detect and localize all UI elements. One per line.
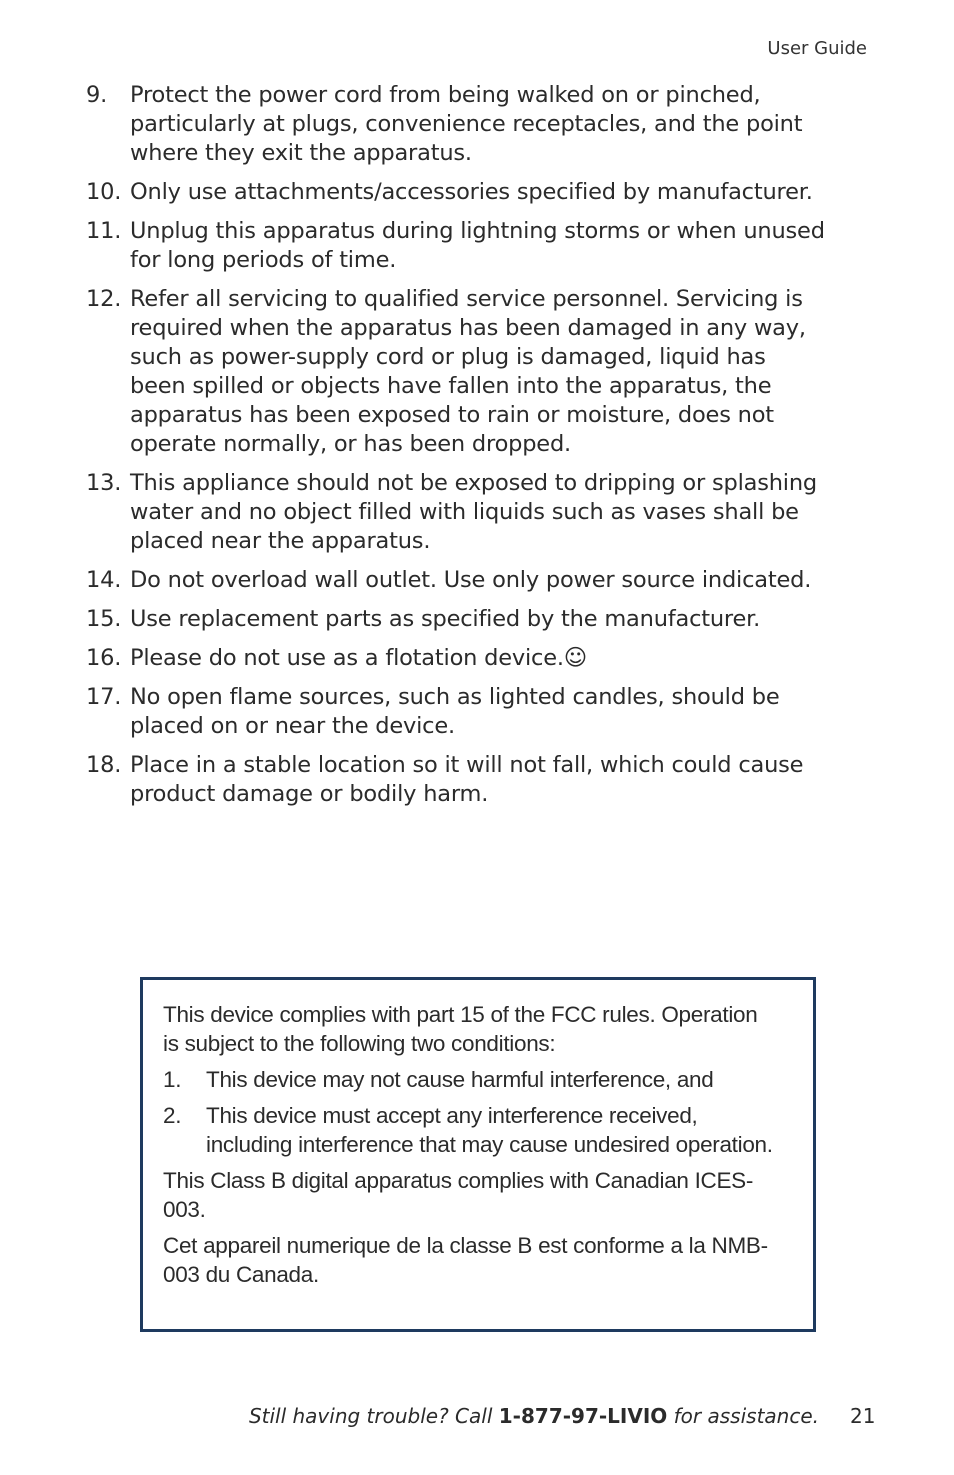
list-item [86,605,826,634]
list-item [86,178,826,207]
item-text: Refer all servicing to qualified service personnel. Servicing is required when the apparatus has been damaged in any way, such as power-supply cord or plug is damaged, liquid has been spilled or objects have fallen into the apparatus, the apparatus has been exposed to rain or moisture, does not operate normally, or has been dropped. [130,286,806,457]
condition-text: This device may not cause harmful interference, and [206,1067,714,1092]
list-item [86,683,826,741]
footer-suffix: for assistance. [667,1404,819,1428]
condition-number: 2. [163,1103,182,1128]
item-number: 10. [86,179,122,205]
page-number: 21 [850,1404,876,1428]
item-text: Please do not use as a flotation device.☺ [130,645,588,671]
item-number: 14. [86,567,122,593]
item-text: Only use attachments/accessories specified by manufacturer. [130,179,813,205]
item-text: Use replacement parts as specified by the manufacturer. [130,606,761,632]
safety-instructions-list [86,81,826,819]
support-footer [249,1404,819,1428]
list-item [86,81,826,168]
condition-text: This device must accept any interference received, including interference that may cause undesired operation. [206,1103,773,1157]
item-number: 11. [86,218,122,244]
list-item [163,1101,773,1159]
item-number: 12. [86,286,122,312]
item-number: 15. [86,606,122,632]
canada-compliance-en: This Class B digital apparatus complies with Canadian ICES-003. [163,1168,754,1222]
running-header: User Guide [767,38,867,59]
item-text: No open flame sources, such as lighted candles, should be placed on or near the device. [130,684,780,739]
item-number: 13. [86,470,122,496]
item-number: 17. [86,684,122,710]
item-text: Do not overload wall outlet. Use only power source indicated. [130,567,812,593]
list-item [86,285,826,459]
fcc-conditions-list [163,1065,773,1159]
canada-compliance-fr: Cet appareil numerique de la classe B est conforme a la NMB-003 du Canada. [163,1233,768,1287]
fcc-compliance-box [140,977,816,1332]
item-number: 18. [86,752,122,778]
support-phone: 1-877-97-LIVIO [498,1404,668,1428]
list-item [86,469,826,556]
condition-number: 1. [163,1067,182,1092]
list-item [163,1065,773,1094]
list-item [86,217,826,275]
fcc-intro: This device complies with part 15 of the FCC rules. Operation is subject to the following two conditions: [163,1002,758,1056]
item-number: 9. [86,82,108,108]
footer-prefix: Still having trouble? Call [248,1404,499,1428]
item-text: Protect the power cord from being walked on or pinched, particularly at plugs, convenience receptacles, and the point where they exit the apparatus. [130,82,803,166]
list-item [86,751,826,809]
list-item [86,644,826,673]
item-text: Place in a stable location so it will not fall, which could cause product damage or bodily harm. [130,752,804,807]
item-text: Unplug this apparatus during lightning storms or when unused for long periods of time. [130,218,825,273]
item-number: 16. [86,645,122,671]
list-item [86,566,826,595]
item-text: This appliance should not be exposed to dripping or splashing water and no object filled with liquids such as vases shall be placed near the apparatus. [130,470,818,554]
